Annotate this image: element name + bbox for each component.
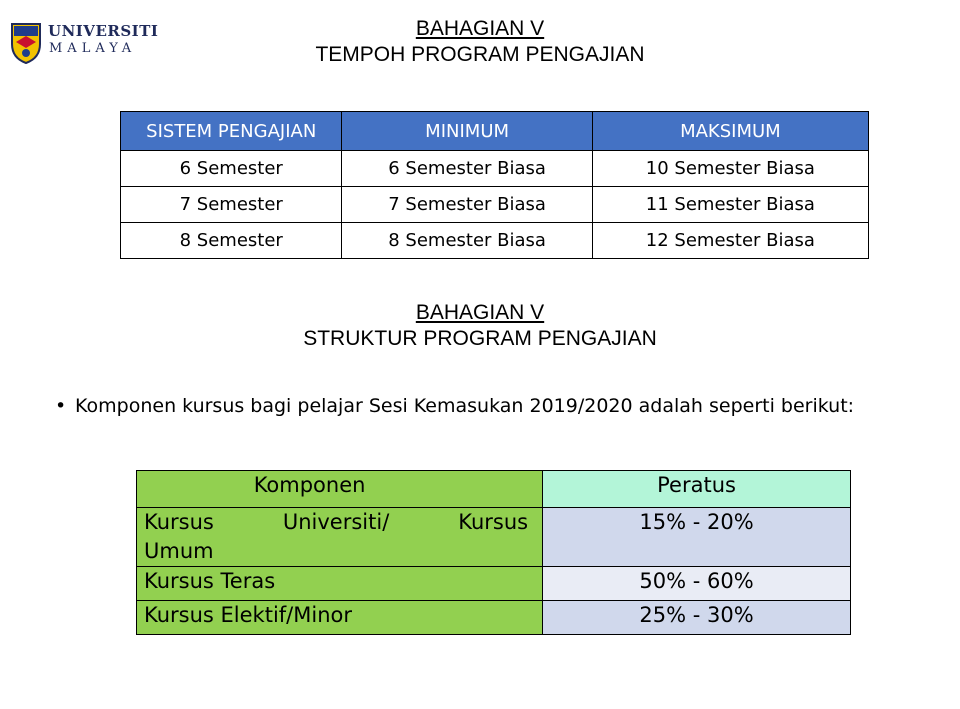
table-row bbox=[121, 151, 869, 187]
table-row bbox=[137, 567, 851, 601]
section1-title: BAHAGIAN V bbox=[415, 17, 545, 40]
bullet-paragraph bbox=[55, 394, 898, 418]
section2-title: BAHAGIAN V bbox=[415, 301, 545, 324]
bullet-icon: • bbox=[55, 395, 67, 417]
table-cell: 7 Semester bbox=[121, 187, 342, 223]
table-row bbox=[121, 223, 869, 259]
component-line2: Umum bbox=[144, 539, 214, 563]
percent-cell: 50% - 60% bbox=[543, 567, 851, 601]
table-cell: 6 Semester bbox=[121, 151, 342, 187]
section2-subtitle: STRUKTUR PROGRAM PENGAJIAN bbox=[303, 327, 657, 350]
logo-line1: UNIVERSITI bbox=[48, 22, 159, 40]
header-maksimum: MAKSIMUM bbox=[592, 112, 868, 151]
header-komponen: Komponen bbox=[137, 471, 543, 508]
percent-cell: 25% - 30% bbox=[543, 601, 851, 635]
header-minimum: MINIMUM bbox=[342, 112, 592, 151]
section1-heading bbox=[0, 16, 960, 68]
percent-cell: 15% - 20% bbox=[543, 508, 851, 567]
table-row bbox=[121, 187, 869, 223]
bullet-text: Komponen kursus bagi pelajar Sesi Kemasukan 2019/2020 adalah seperti berikut: bbox=[75, 395, 855, 417]
component-header-row bbox=[137, 471, 851, 508]
table-cell: 8 Semester bbox=[121, 223, 342, 259]
table-cell: 6 Semester Biasa bbox=[342, 151, 592, 187]
duration-table bbox=[120, 111, 869, 259]
component-table bbox=[136, 470, 851, 635]
table-cell: 7 Semester Biasa bbox=[342, 187, 592, 223]
section2-heading bbox=[0, 300, 960, 352]
header-sistem: SISTEM PENGAJIAN bbox=[121, 112, 342, 151]
duration-header-row bbox=[121, 112, 869, 151]
table-cell: 10 Semester Biasa bbox=[592, 151, 868, 187]
table-row bbox=[137, 601, 851, 635]
component-line1: Kursus Universiti/ Kursus bbox=[144, 510, 529, 534]
component-cell: Kursus Teras bbox=[137, 567, 543, 601]
section1-subtitle: TEMPOH PROGRAM PENGAJIAN bbox=[315, 43, 645, 66]
table-cell: 11 Semester Biasa bbox=[592, 187, 868, 223]
component-cell: Kursus Elektif/Minor bbox=[137, 601, 543, 635]
table-cell: 12 Semester Biasa bbox=[592, 223, 868, 259]
table-cell: 8 Semester Biasa bbox=[342, 223, 592, 259]
table-row bbox=[137, 508, 851, 567]
logo-line2: MALAYA bbox=[49, 41, 137, 56]
component-cell bbox=[137, 508, 543, 567]
header-peratus: Peratus bbox=[543, 471, 851, 508]
